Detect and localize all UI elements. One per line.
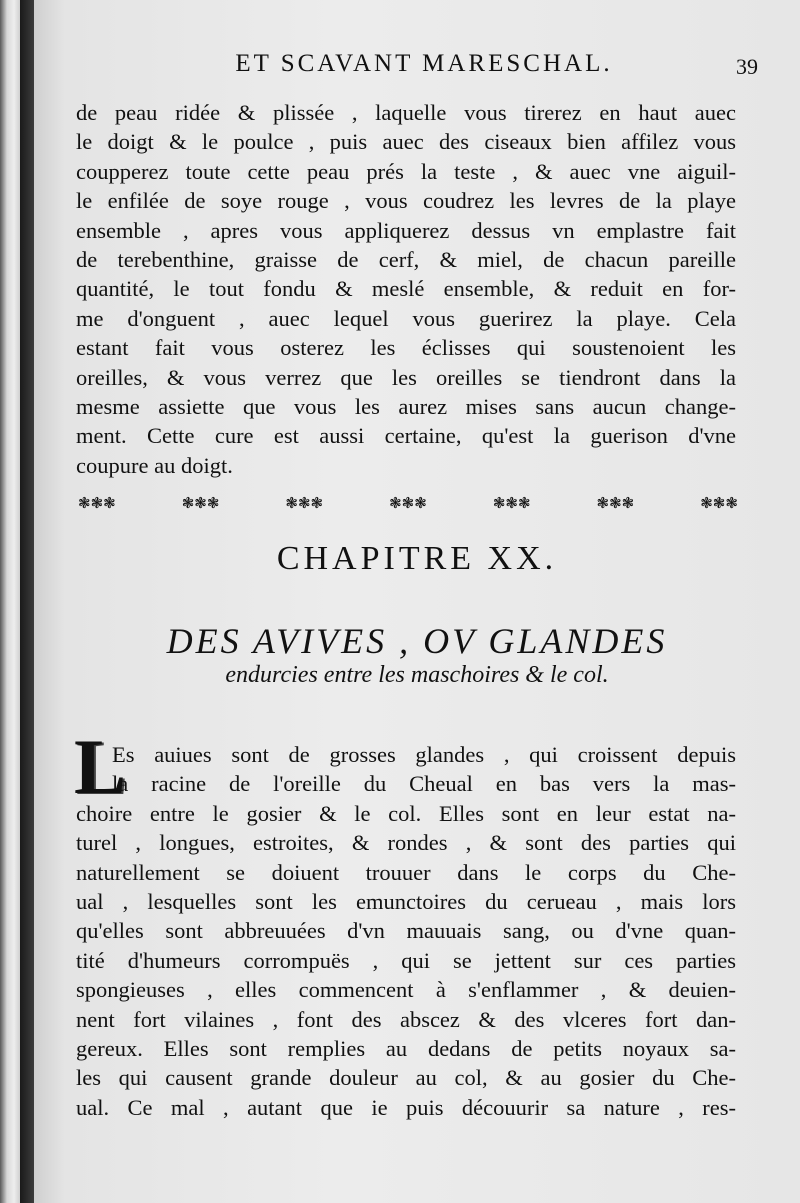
fleuron-ornament: ❃❃❃ <box>492 494 531 512</box>
text-line: le enfilée de soye rouge , vous coudrez les levres de la playe <box>76 188 736 214</box>
text-line: naturellement se doiuent trouuer dans le corps du Che- <box>76 859 736 885</box>
text-line: coupure au doigt. <box>76 452 233 478</box>
book-gutter-shadow <box>20 0 34 1203</box>
text-line: choire entre le gosier & le col. Elles sont en leur estat na- <box>76 800 736 826</box>
chapter-title: DES AVIVES , OV GLANDES <box>166 621 668 661</box>
chapter-subtitle: endurcies entre les maschoires & le col. <box>225 662 609 688</box>
book-binding-edge <box>0 0 20 1203</box>
text-line: ual , lesquelles sont les emunctoires du cerueau , mais lors <box>76 888 736 914</box>
text-line: de peau ridée & plissée , laquelle vous tirerez en haut auec <box>76 100 736 125</box>
text-line: Es auiues sont de grosses glandes , qui croissent depuis <box>112 742 736 767</box>
book-page <box>34 0 800 1203</box>
text-line: gereux. Elles sont remplies au dedans de petits noyaux sa- <box>76 1035 736 1061</box>
text-line: coupperez toute cette peau prés la teste , & auec vne aiguil- <box>76 158 736 184</box>
fleuron-ornament: ❃❃❃ <box>596 494 635 512</box>
text-line: mesme assiette que vous les aurez mises sans aucun change- <box>76 393 736 419</box>
text-line: le doigt & le poulce , puis auec des ciseaux bien affilez vous <box>76 129 736 155</box>
text-line: ual. Ce mal , autant que ie puis découurir sa nature , res- <box>76 1094 736 1120</box>
text-line: ment. Cette cure est aussi certaine, qu'est la guerison d'vne <box>76 423 736 449</box>
text-line: les qui causent grande douleur au col, & au gosier du Che- <box>76 1065 736 1091</box>
fleuron-ornament: ❃❃❃ <box>700 494 738 512</box>
text-line: qu'elles sont abbreuuées d'vn mauuais sang, ou d'vne quan- <box>76 918 736 944</box>
fleuron-ornament: ❃❃❃ <box>389 494 427 512</box>
fleuron-ornament: ❃❃❃ <box>285 494 324 512</box>
paragraph-continued <box>76 98 736 480</box>
running-head: ET SCAVANT MARESCHAL. <box>235 50 613 77</box>
ornamental-divider <box>78 494 738 512</box>
chapter-heading: CHAPITRE XX. <box>276 540 558 577</box>
fleuron-ornament: ❃❃❃ <box>78 494 116 512</box>
chapter-body-paragraph <box>76 740 736 1122</box>
text-line: turel , longues, estroites, & rondes , & sont des parties qui <box>76 830 736 856</box>
text-line: spongieuses , elles commencent à s'enflammer , & deuien- <box>76 977 736 1003</box>
text-line: estant fait vous osterez les éclisses qui soustenoient les <box>76 335 736 361</box>
text-line: quantité, le tout fondu & meslé ensemble, & reduit en for- <box>76 276 736 302</box>
text-line: ensemble , apres vous appliquerez dessus vn emplastre fait <box>76 217 736 243</box>
text-line: de terebenthine, graisse de cerf, & miel, de chacun pareille <box>76 246 736 272</box>
text-line: oreilles, & vous verrez que les oreilles se tiendront dans la <box>76 364 736 390</box>
page-number: 39 <box>736 54 758 79</box>
text-line: la racine de l'oreille du Cheual en bas vers la mas- <box>112 771 736 797</box>
drop-capital: L <box>74 723 127 810</box>
text-line: nent fort vilaines , font des abscez & des vlceres fort dan- <box>76 1006 736 1032</box>
fleuron-ornament: ❃❃❃ <box>181 494 220 512</box>
text-line: tité d'humeurs corrompuës , qui se jettent sur ces parties <box>76 947 736 973</box>
text-line: me d'onguent , auec lequel vous guerirez la playe. Cela <box>76 305 736 331</box>
